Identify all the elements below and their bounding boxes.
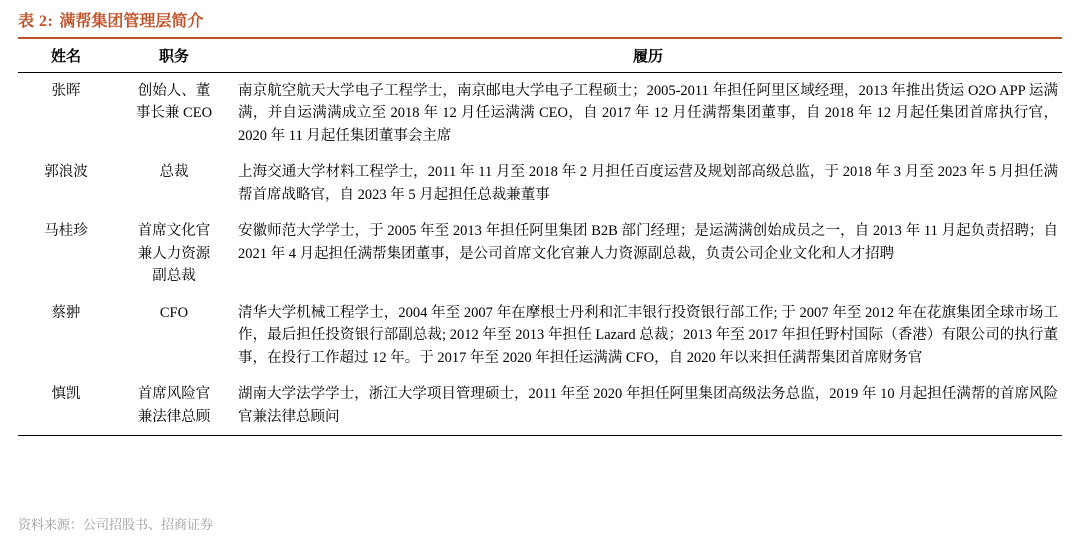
- cell-bio: 上海交通大学材料工程学士，2011 年 11 月至 2018 年 2 月担任百度运营及规划部高级总监，于 2018 年 3 月至 2023 年 5 月担任满帮首席战略官，自 2023 年 5 月起担任总裁兼董事: [238, 164, 1058, 203]
- cell-role-line: 首席文化官: [137, 223, 211, 240]
- cell-role: [114, 154, 234, 213]
- table-header-row: [18, 39, 1062, 73]
- source-note: 资料来源：公司招股书、招商证券: [18, 517, 214, 532]
- table-title-text: 满帮集团管理层简介: [59, 13, 204, 30]
- cell-bio: 南京航空航天大学电子工程学士，南京邮电大学电子工程硕士；2005-2011 年担任阿里区域经理，2013 年推出货运 O2O APP 运满满，并自运满满成立至 2018 年 12 月任运满满 CEO，自 2017 年 12 月任满帮集团董事，自 2018 年 12 月起任集团首席执行官，2020 年 11 月起任集团董事会主席: [238, 83, 1058, 144]
- cell-name: 马桂珍: [44, 223, 88, 240]
- cell-name: 张晖: [51, 83, 81, 99]
- cell-role: [114, 295, 234, 376]
- cell-role-line: 首席风险官: [137, 386, 211, 403]
- table-number-label: 表 2:: [18, 13, 54, 30]
- cell-role-line: 总裁: [159, 164, 189, 181]
- cell-role-line: 创始人、董: [137, 83, 211, 99]
- cell-bio: 湖南大学法学学士，浙江大学项目管理硕士，2011 年至 2020 年担任阿里集团高级法务总监，2019 年 10 月起担任满帮的首席风险官兼法律总顾问: [234, 376, 1062, 435]
- cell-role: [114, 376, 234, 435]
- table-row: [18, 295, 1062, 376]
- table-row: [18, 376, 1062, 435]
- cell-bio: 安徽师范大学学士，于 2005 年至 2013 年担任阿里集团 B2B 部门经理；是运满满创始成员之一，自 2013 年 11 月起负责招聘；自 2021 年 4 月起担任满帮集团董事，是公司首席文化官兼人力资源副总裁，负责公司企业文化和人才招聘: [238, 223, 1058, 262]
- column-header-role: 职务: [114, 39, 234, 73]
- cell-name: 蔡翀: [51, 304, 81, 321]
- column-header-bio: 履历: [234, 39, 1062, 73]
- cell-role-line: CFO: [159, 304, 189, 321]
- cell-role-line: 副总裁: [152, 268, 196, 285]
- table-header: [18, 39, 1062, 73]
- table-row: [18, 213, 1062, 294]
- cell-role-line: 兼法律总顾: [137, 408, 211, 425]
- cell-role: [114, 213, 234, 294]
- cell-role-line: 兼人力资源: [137, 245, 211, 262]
- cell-role-line: 事长兼 CEO: [135, 105, 213, 122]
- cell-name: 郭浪波: [44, 164, 88, 181]
- table-row: [18, 73, 1062, 155]
- cell-name: 慎凯: [18, 376, 114, 435]
- table-row: [18, 154, 1062, 213]
- column-header-name: 姓名: [18, 39, 114, 73]
- cell-role: [114, 73, 234, 155]
- cell-bio: 清华大学机械工程学士，2004 年至 2007 年在摩根士丹利和汇丰银行投资银行部工作; 于 2007 年至 2012 年在花旗集团全球市场工作，最后担任投资银行部副总裁; 2012 年至 2013 年担任 Lazard 总裁；2013 年至 2017 年担任野村国际（香港）有限公司的执行董事，在投行工作超过 12 年。于 2017 年至 2020 年担任运满满 CFO，自 2020 年以来担任满帮集团首席财务官: [238, 304, 1058, 366]
- table-caption: [18, 0, 1062, 39]
- management-table: [18, 39, 1062, 436]
- table-body: [18, 73, 1062, 436]
